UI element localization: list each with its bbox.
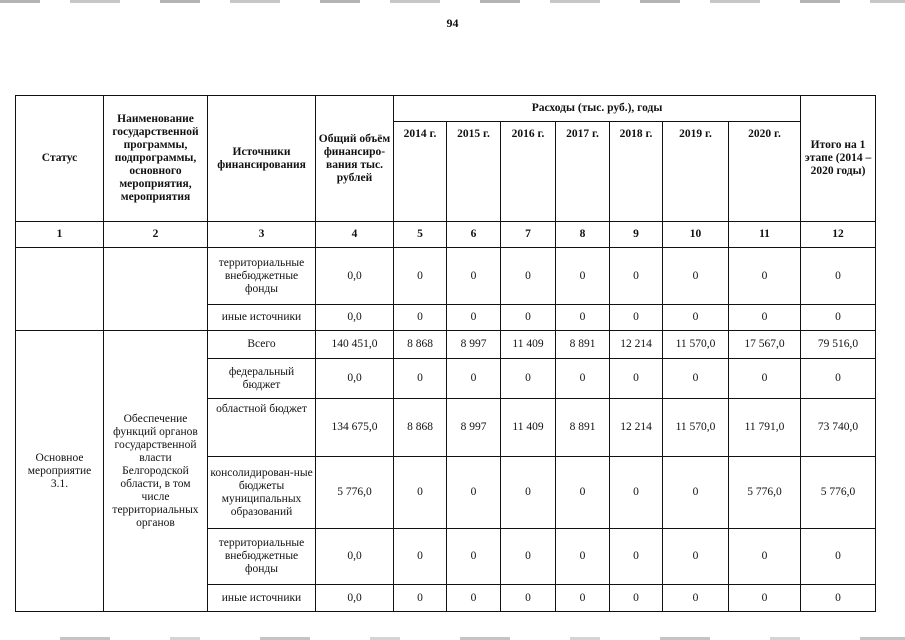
- value-cell: 0: [801, 248, 876, 305]
- header-expenses-by-year: Расходы (тыс. руб.), годы: [394, 96, 801, 122]
- value-cell: 17 567,0: [729, 331, 801, 359]
- value-cell: 11 791,0: [729, 399, 801, 457]
- value-cell: 0: [610, 585, 663, 612]
- value-cell: 12 214: [610, 331, 663, 359]
- value-cell: 0: [501, 457, 556, 529]
- value-cell: 79 516,0: [801, 331, 876, 359]
- value-cell: 5 776,0: [801, 457, 876, 529]
- source-cell: территориальные внебюджетные фонды: [208, 248, 316, 305]
- value-cell: 0: [663, 248, 729, 305]
- value-cell: 0: [556, 457, 610, 529]
- total-cell: 140 451,0: [316, 331, 394, 359]
- value-cell: 0: [663, 457, 729, 529]
- total-cell: 5 776,0: [316, 457, 394, 529]
- header-funding-sources: Источники финансирования: [208, 96, 316, 222]
- total-cell: 0,0: [316, 529, 394, 585]
- column-number: 9: [610, 222, 663, 248]
- total-cell: 0,0: [316, 248, 394, 305]
- source-cell: территориальные внебюджетные фонды: [208, 529, 316, 585]
- value-cell: 0: [801, 305, 876, 331]
- column-number: 7: [501, 222, 556, 248]
- value-cell: 0: [501, 585, 556, 612]
- total-cell: 0,0: [316, 585, 394, 612]
- value-cell: 8 891: [556, 399, 610, 457]
- value-cell: 0: [729, 529, 801, 585]
- column-number: 5: [394, 222, 447, 248]
- value-cell: 11 570,0: [663, 331, 729, 359]
- value-cell: 0: [447, 359, 501, 399]
- header-status: Статус: [16, 96, 104, 222]
- value-cell: 0: [663, 585, 729, 612]
- value-cell: 0: [447, 305, 501, 331]
- value-cell: 0: [729, 359, 801, 399]
- measure-name-cell: Обеспечение функций органов государственной власти Белгородской области, в том числе территориальных органов: [104, 331, 208, 612]
- value-cell: 0: [556, 248, 610, 305]
- value-cell: 0: [729, 305, 801, 331]
- value-cell: 0: [501, 529, 556, 585]
- column-number: 4: [316, 222, 394, 248]
- total-cell: 0,0: [316, 359, 394, 399]
- header-year-2020: 2020 г.: [729, 122, 801, 222]
- total-cell: 134 675,0: [316, 399, 394, 457]
- column-number: 2: [104, 222, 208, 248]
- value-cell: 0: [801, 585, 876, 612]
- value-cell: 0: [501, 305, 556, 331]
- source-cell: иные источники: [208, 585, 316, 612]
- value-cell: 8 891: [556, 331, 610, 359]
- value-cell: 0: [556, 585, 610, 612]
- source-cell: федеральный бюджет: [208, 359, 316, 399]
- value-cell: 0: [501, 359, 556, 399]
- value-cell: 8 868: [394, 399, 447, 457]
- value-cell: 0: [610, 359, 663, 399]
- column-number-row: [16, 222, 876, 248]
- value-cell: 8 997: [447, 331, 501, 359]
- table-row: [16, 331, 876, 359]
- value-cell: 0: [663, 529, 729, 585]
- value-cell: 0: [447, 457, 501, 529]
- empty-status-cell: [16, 248, 104, 331]
- value-cell: 0: [663, 305, 729, 331]
- scan-edge-top: [0, 0, 905, 3]
- value-cell: 0: [610, 305, 663, 331]
- empty-name-cell: [104, 248, 208, 331]
- header-total-volume: Общий объём финансиро-вания тыс. рублей: [316, 96, 394, 222]
- column-number: 6: [447, 222, 501, 248]
- value-cell: 0: [610, 529, 663, 585]
- value-cell: 8 868: [394, 331, 447, 359]
- header-stage-total: Итого на 1 этапе (2014 – 2020 годы): [801, 96, 876, 222]
- value-cell: 0: [729, 585, 801, 612]
- header-year-2019: 2019 г.: [663, 122, 729, 222]
- value-cell: 0: [394, 248, 447, 305]
- header-year-2014: 2014 г.: [394, 122, 447, 222]
- value-cell: 0: [394, 305, 447, 331]
- value-cell: 0: [394, 359, 447, 399]
- source-cell: консолидирован-ные бюджеты муниципальных образований: [208, 457, 316, 529]
- header-year-2015: 2015 г.: [447, 122, 501, 222]
- source-cell: областной бюджет: [208, 399, 316, 457]
- value-cell: 11 570,0: [663, 399, 729, 457]
- value-cell: 0: [447, 529, 501, 585]
- budget-table: [15, 95, 876, 612]
- value-cell: 8 997: [447, 399, 501, 457]
- column-number: 12: [801, 222, 876, 248]
- value-cell: 0: [394, 457, 447, 529]
- value-cell: 0: [394, 529, 447, 585]
- value-cell: 0: [394, 585, 447, 612]
- value-cell: 0: [501, 248, 556, 305]
- column-number: 8: [556, 222, 610, 248]
- source-cell: Всего: [208, 331, 316, 359]
- value-cell: 0: [801, 359, 876, 399]
- header-program-name: Наименование государственной программы, подпрограммы, основного мероприятия, мероприятия: [104, 96, 208, 222]
- value-cell: 0: [663, 359, 729, 399]
- value-cell: 0: [556, 305, 610, 331]
- value-cell: 0: [610, 457, 663, 529]
- value-cell: 0: [729, 248, 801, 305]
- value-cell: 12 214: [610, 399, 663, 457]
- page-number: 94: [446, 16, 459, 30]
- column-number: 1: [16, 222, 104, 248]
- header-year-2017: 2017 г.: [556, 122, 610, 222]
- value-cell: 0: [556, 359, 610, 399]
- value-cell: 11 409: [501, 331, 556, 359]
- value-cell: 0: [556, 529, 610, 585]
- column-number: 3: [208, 222, 316, 248]
- value-cell: 0: [447, 585, 501, 612]
- value-cell: 5 776,0: [729, 457, 801, 529]
- table-row: [16, 248, 876, 305]
- total-cell: 0,0: [316, 305, 394, 331]
- source-cell: иные источники: [208, 305, 316, 331]
- header-year-2016: 2016 г.: [501, 122, 556, 222]
- value-cell: 0: [801, 529, 876, 585]
- column-number: 10: [663, 222, 729, 248]
- value-cell: 73 740,0: [801, 399, 876, 457]
- value-cell: 0: [610, 248, 663, 305]
- column-number: 11: [729, 222, 801, 248]
- value-cell: 0: [447, 248, 501, 305]
- header-year-2018: 2018 г.: [610, 122, 663, 222]
- status-cell: Основное мероприятие 3.1.: [16, 331, 104, 612]
- value-cell: 11 409: [501, 399, 556, 457]
